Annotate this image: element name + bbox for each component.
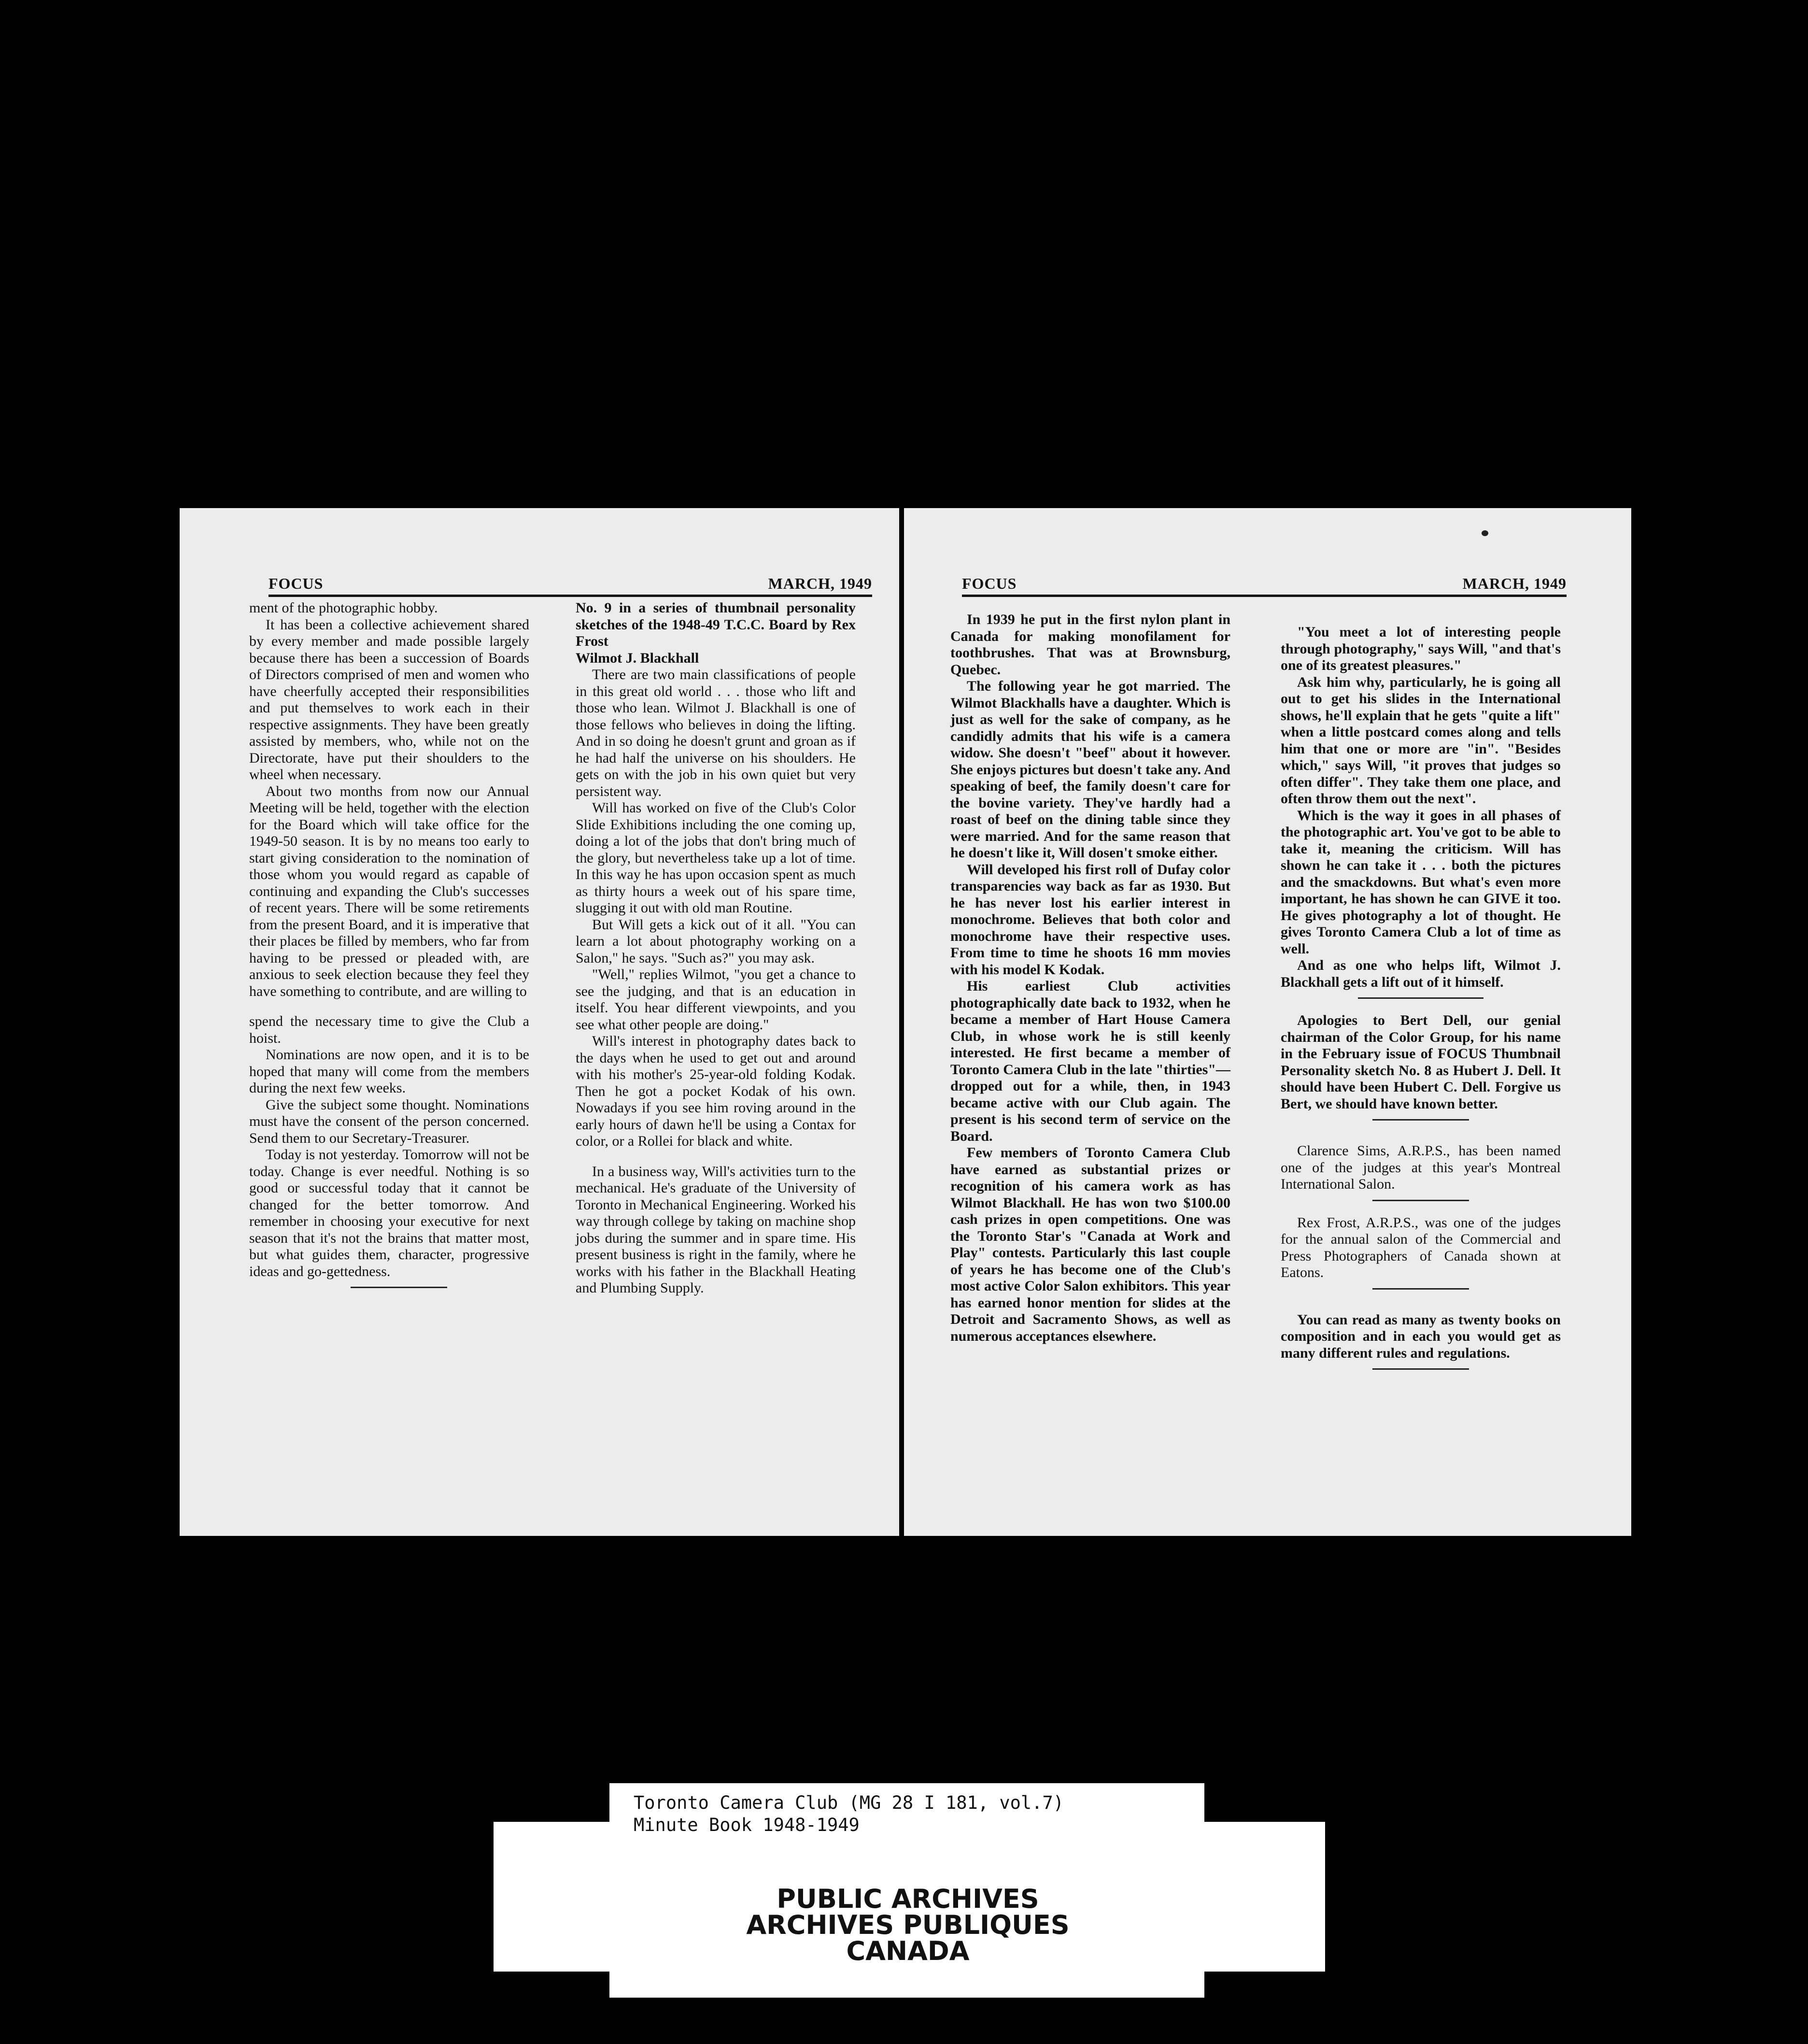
newsletter-title: FOCUS [962, 575, 1017, 592]
news-item: Clarence Sims, A.R.P.S., has been named one of the judges at this year's Montreal International Salon. [1281, 1143, 1561, 1192]
paragraph: The following year he got married. The Wilmot Blackhalls have a daughter. Which is just as well for the sake of company, as he candidly admits that his wife is a camera widow. She doesn't "beef" about it however. She enjoys pictures but doesn't take any. And speaking of beef, the family doesn't care for the bovine variety. They've hardly had a roast of beef on the dining table since they were married. And for the same reason that he doesn't like it, Will dosen't smoke either. [950, 678, 1230, 861]
profile-continued-column [950, 611, 1230, 1345]
paragraph: "You meet a lot of interesting people through photography," says Will, "and that's one of its greatest pleasures." [1281, 624, 1561, 673]
paragraph: Few members of Toronto Camera Club have earned as substantial prizes or recognition of his camera work as has Wilmot Blackhall. He has won two $100.00 cash prizes in open competitions. One was the Toronto Star's "Canada at Work and Play" contests. Particularly this last couple of years he has become one of the Club's most active Color Salon exhibitors. This year has earned honor mention for slides at the Detroit and Sacramento Shows, as well as numerous acceptances elsewhere. [950, 1145, 1230, 1344]
stamp-line: PUBLIC ARCHIVES [777, 1884, 1039, 1914]
paragraph: There are two main classifications of people in this great old world . . . those who lift and those who lean. Wilmot J. Blackhall is one of those fellows who believes in doing the lifting. And in so doing he doesn't grunt and groan as if he had half the universe on his shoulders. He gets on with the job in his own quiet but very persistent way. [576, 667, 856, 799]
left-page [180, 508, 899, 1536]
paragraph: In a business way, Will's activities turn to the mechanical. He's graduate of the University of Toronto in Mechanical Engineering. Worked his way through college by taking on machine shop jobs during the summer and in spare time. His present business is right in the family, where he works with his father in the Blackhall Heating and Plumbing Supply. [576, 1163, 856, 1296]
paragraph: About two months from now our Annual Meeting will be held, together with the election for the Board which will take office for the 1949-50 season. It is by no means too early to start giving consideration to the nomination of those whom you would regard as capable of continuing and expanding the Club's successes of recent years. There will be some retirements from the present Board, and it is imperative that their places be filled by members, who far from having to be pressed or pleaded with, are anxious to seek election because they feel they have something to contribute, and are willing to [249, 783, 529, 999]
profile-column [576, 600, 856, 1297]
archive-reference [634, 1792, 1064, 1836]
paragraph: Will has worked on five of the Club's Color Slide Exhibitions including the one coming up, doing a lot of the jobs that don't bring much of the glory, but nevertheless take up a lot of time. In this way he has upon occasion spent as much as thirty hours a week out of his spare time, slugging it out with old man Routine. [576, 800, 856, 916]
apology-note: Apologies to Bert Dell, our genial chairman of the Color Group, for his name in the February issue of FOCUS Thumbnail Personality sketch No. 8 as Hubert J. Dell. It should have been Hubert C. Dell. Forgive us Bert, we should have known better. [1281, 1012, 1561, 1112]
stamp-line: CANADA [846, 1936, 970, 1966]
paragraph: His earliest Club activities photographically date back to 1932, when he became a member of Hart House Camera Club, in whose work he is still keenly interested. He first became a member of Toronto Camera Club in the late "thirties"—dropped out for a while, then, in 1943 became active with our Club again. The present is his second term of service on the Board. [950, 978, 1230, 1144]
paragraph: Nominations are now open, and it is to be hoped that many will come from the members during the next few weeks. [249, 1047, 529, 1096]
section-divider [1372, 1288, 1469, 1290]
profile-name: Wilmot J. Blackhall [576, 650, 699, 666]
section-divider [1358, 997, 1483, 999]
news-item: Rex Frost, A.R.P.S., was one of the judges for the annual salon of the Commercial and Press Photographers of Canada shown at Eatons. [1281, 1214, 1561, 1280]
paragraph: Will's interest in photography dates back to the days when he used to get out and around with his mother's 25-year-old folding Kodak. Then he got a pocket Kodak of his own. Nowadays if you see him roving around in the early hours of dawn he'll be using a Contax for color, or a Rollei for black and white. [576, 1033, 856, 1149]
filler-item: You can read as many as twenty books on composition and in each you would get as many different rules and regulations. [1281, 1311, 1561, 1361]
paragraph: It has been a collective achievement shared by every member and made possible largely because there has been a succession of Boards of Directors comprised of men and women who have cheerfully accepted their responsibilities and put themselves to work each in their respective assignments. They have been greatly assisted by members, who, while not on the Directorate, have put their shoulders to the wheel when necessary. [249, 616, 529, 782]
archive-stamp [734, 1886, 1082, 1964]
series-heading: No. 9 in a series of thumbnail personality sketches of the 1948-49 T.C.C. Board by Rex Frost [576, 600, 856, 649]
section-divider [1372, 1368, 1469, 1370]
newsletter-title: FOCUS [268, 575, 324, 592]
issue-date: MARCH, 1949 [768, 575, 872, 592]
paragraph: And as one who helps lift, Wilmot J. Blackhall gets a lift out of it himself. [1281, 957, 1561, 990]
section-divider [1372, 1200, 1469, 1201]
paragraph: Ask him why, particularly, he is going all out to get his slides in the International shows, he'll explain that he gets "quite a lift" when a little postcard comes along and tells him that one or more are "in". "Besides which," says Will, "it proves that judges so often differ". They take them one place, and often throw them out the next". [1281, 674, 1561, 807]
paragraph: "Well," replies Wilmot, "you get a chance to see the judging, and that is an education in itself. You hear different viewpoints, and you see what other people are doing." [576, 966, 856, 1033]
notes-column [1281, 624, 1561, 1370]
editorial-column [249, 600, 529, 1288]
paragraph: Will developed his first roll of Dufay color transparencies way back as far as 1930. But he has never lost his earlier interest in monochrome. Believes that both color and monochrome have their respective uses. From time to time he shoots 16 mm movies with his model K Kodak. [950, 861, 1230, 978]
paragraph: Give the subject some thought. Nominations must have the consent of the person concerned. Send them to our Secretary-Treasurer. [249, 1096, 529, 1146]
paragraph: Today is not yesterday. Tomorrow will not be today. Change is ever needful. Nothing is so good or successful today that it cannot be changed for the better tomorrow. And remember in choosing your executive for next season that it's not the brains that matter most, but what guides them, character, progressive ideas and go-gettedness. [249, 1147, 529, 1279]
paragraph: ment of the photographic hobby. [249, 600, 438, 616]
stamp-line: ARCHIVES PUBLIQUES [746, 1910, 1070, 1940]
paragraph: spend the necessary time to give the Club a hoist. [249, 1013, 529, 1046]
ink-spot [1482, 530, 1488, 536]
section-divider [351, 1287, 447, 1288]
page-header [268, 569, 872, 597]
section-divider [1372, 1119, 1469, 1121]
right-page [904, 508, 1631, 1536]
page-header [962, 569, 1567, 597]
paragraph: Which is the way it goes in all phases of the photographic art. You've got to be able to take it, meaning the criticism. Will has shown he can take it . . . both the pictures and the smackdowns. But what's even more important, he has shown he can GIVE it too. He gives photography a lot of thought. He gives Toronto Camera Club a lot of time as well. [1281, 807, 1561, 957]
paragraph: But Will gets a kick out of it all. "You can learn a lot about photography working on a Salon," he says. "Such as?" you may ask. [576, 916, 856, 966]
issue-date: MARCH, 1949 [1462, 575, 1567, 592]
reference-line: Toronto Camera Club (MG 28 I 181, vol.7) [634, 1792, 1064, 1813]
paragraph: In 1939 he put in the first nylon plant in Canada for making monofilament for toothbrushes. That was at Brownsburg, Quebec. [950, 611, 1230, 678]
reference-line: Minute Book 1948-1949 [634, 1815, 860, 1835]
